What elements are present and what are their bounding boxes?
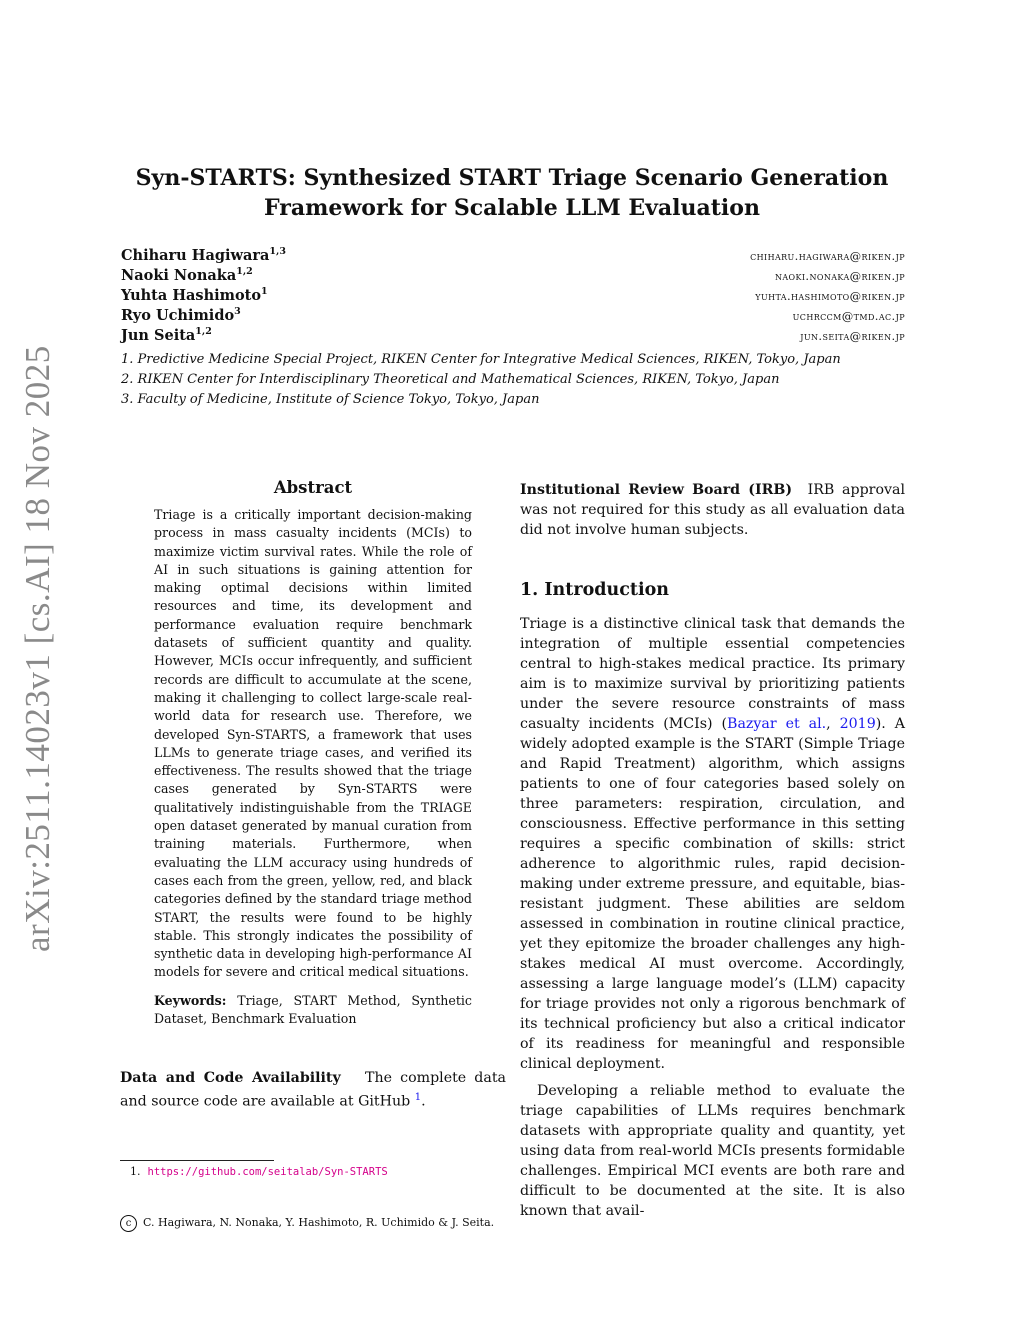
title-line-2: Framework for Scalable LLM Evaluation	[264, 195, 760, 221]
irb-label: Institutional Review Board (IRB)	[520, 482, 793, 498]
paper-title	[120, 163, 904, 223]
github-url-link[interactable]: https://github.com/seitalab/Syn-STARTS	[147, 1166, 388, 1178]
irb-text: IRB approval was not required for this study as all evaluation data did not involve human subjects.	[520, 482, 905, 538]
author-email: uchrccm@tmd.ac.jp	[792, 308, 905, 323]
irb-statement	[520, 480, 905, 540]
citation-year-link[interactable]: 2019	[839, 716, 876, 732]
author-row	[121, 326, 905, 346]
author-email: jun.seita@riken.jp	[800, 328, 905, 343]
affiliation: 3. Faculty of Medicine, Institute of Science Tokyo, Tokyo, Japan	[121, 392, 540, 407]
keywords-label: Keywords:	[154, 992, 227, 1008]
left-column	[120, 478, 506, 1112]
abstract-body: Triage is a critically important decision-making process in mass casualty incidents (MCIs) to maximize victim survival rates. While the role of AI in such situations is gaining attention for making optimal decisions within limited resources and time, its development and performance evaluation require benchmark datasets of sufficient quantity and quality. However, MCIs occur infrequently, and sufficient records are difficult to accumulate at the scene, making it challenging to collect large-scale real-world data for research use. Therefore, we developed Syn-STARTS, a framework that uses LLMs to generate triage cases, and verified its effectiveness. The results showed that the triage cases generated by Syn-STARTS were qualitatively indistinguishable from the TRIAGE open dataset generated by manual curation from training materials. Furthermore, when evaluating the LLM accuracy using hundreds of cases each from the green, yellow, red, and black categories defined by the standard triage method START, the results were found to be highly stable. This strongly indicates the possibility of synthetic data in developing high-performance AI models for severe and critical medical situations.	[154, 507, 472, 980]
abstract-heading: Abstract	[273, 478, 353, 497]
copyright-text: C. Hagiwara, N. Nonaka, Y. Hashimoto, R. Uchimido & J. Seita.	[143, 1216, 495, 1229]
author-name: Ryo Uchimido$^3$	[121, 306, 241, 324]
data-availability: Data and Code Availability The complete data and source code are available at GitHub $^1$.	[120, 1070, 507, 1111]
citation-link[interactable]: Bazyar et al.	[727, 716, 827, 732]
footnote-divider	[120, 1160, 274, 1161]
affiliation: 2. RIKEN Center for Interdisciplinary Theoretical and Mathematical Sciences, RIKEN, Tokyo, Japan	[121, 372, 780, 387]
keywords-text: Triage, START Method, Synthetic Dataset, Benchmark Evaluation	[154, 992, 472, 1027]
affiliation: 1. Predictive Medicine Special Project, RIKEN Center for Integrative Medical Sciences, RIKEN, Tokyo, Japan	[121, 352, 841, 367]
data-availability-label: Data and Code Availability	[120, 1070, 341, 1087]
data-availability-text: The complete data and source code are available at GitHub	[120, 1070, 507, 1111]
intro-paragraph-1: Triage is a distinctive clinical task that demands the integration of multiple essential competencies central to high-stakes medical practice. Its primary aim is to maximize survival by prioritizing patients under the severe resource constraints of mass casualty incidents (MCIs) (Bazyar et al., 2019). A widely adopted example is the START (Simple Triage and Rapid Treatment) algorithm, which assigns patients to one of four categories based solely on three parameters: respiration, circulation, and consciousness. Effective performance in this setting requires a specific combination of skills: strict adherence to algorithmic rules, rapid decision-making under extreme pressure, and equitable, bias-resistant judgment. These abilities are seldom assessed in combination in routine clinical practice, yet they epitomize the broader challenges any high-stakes medical AI must overcome. Accordingly, assessing a large language model’s (LLM) capacity for triage provides not only a rigorous benchmark of its technical proficiency but also a critical indicator of its readiness for meaningful and responsible clinical deployment.	[520, 616, 905, 1072]
author-name: Yuhta Hashimoto$^1$	[121, 286, 268, 304]
author-block	[121, 246, 905, 346]
intro-paragraph-2: Developing a reliable method to evaluate the triage capabilities of LLMs requires benchmark datasets with appropriate quality and quantity, yet using data from real-world MCIs presents formidable challenges. Empirical MCI events are both rare and difficult to be documented at the site. It is also known that avail-	[520, 1083, 905, 1219]
author-email: chiharu.hagiwara@riken.jp	[750, 248, 905, 263]
author-name: Jun Seita$^{1,2}$	[121, 326, 212, 344]
footnote	[130, 1165, 388, 1178]
author-email: yuhta.hashimoto@riken.jp	[755, 288, 905, 303]
keywords	[154, 992, 472, 1029]
footnote-number: 1.	[130, 1165, 141, 1178]
introduction-heading: 1. Introduction	[520, 580, 669, 600]
author-name: Naoki Nonaka$^{1,2}$	[121, 266, 253, 284]
right-column	[520, 480, 905, 1221]
footnote-ref-link[interactable]: 1	[414, 1092, 422, 1104]
author-row	[121, 266, 905, 286]
author-email: naoki.nonaka@riken.jp	[774, 268, 905, 283]
title-line-1: Syn-STARTS: Synthesized START Triage Scenario Generation	[135, 165, 889, 191]
author-row	[121, 306, 905, 326]
copyright-icon: c	[120, 1215, 137, 1232]
author-row	[121, 246, 905, 266]
author-name: Chiharu Hagiwara$^{1,3}$	[121, 246, 286, 264]
copyright-line	[120, 1215, 494, 1232]
arxiv-stamp: arXiv:2511.14023v1 [cs.AI] 18 Nov 2025	[18, 345, 57, 952]
affiliations	[121, 350, 921, 410]
author-row	[121, 286, 905, 306]
